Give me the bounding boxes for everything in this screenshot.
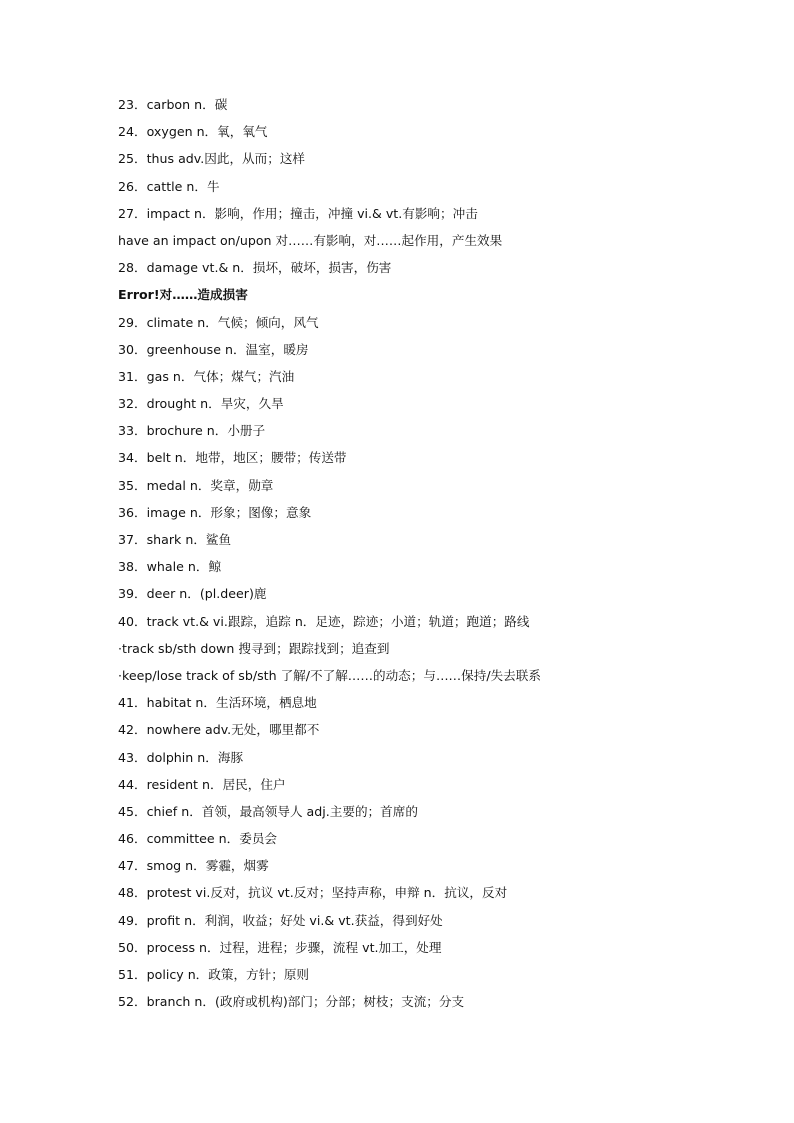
vocab-line-44: 44．resident n．居民，住户 (118, 776, 286, 792)
vocab-line-39: 39．deer n．(pl.deer)鹿 (118, 586, 267, 602)
vocab-line-23: 23．carbon n．碳 (118, 97, 228, 112)
vocab-line-36: 36．image n．形象；图像；意象 (118, 504, 312, 520)
phrase-line-keep-track: ·keep/lose track of sb/sth 了解/不了解……的动态；与……保持/失去联系 (118, 667, 541, 683)
vocabulary-list (118, 91, 738, 1015)
vocab-line-37: 37．shark n．鲨鱼 (118, 532, 232, 547)
vocab-line-45: 45．chief n．首领，最高领导人 adj.主要的；首席的 (118, 803, 418, 819)
vocab-line-26: 26．cattle n．牛 (118, 178, 220, 194)
vocab-line-28: 28．damage vt.& n．损坏，破坏，损害，伤害 (118, 260, 392, 276)
error-line: Error!对……造成损害 (118, 287, 248, 303)
vocab-line-29: 29．climate n．气候；倾向，风气 (118, 314, 319, 330)
vocab-line-27: 27．impact n．影响，作用；撞击，冲撞 vi.& vt.有影响；冲击 (118, 205, 478, 221)
vocab-line-48: 48．protest vi.反对，抗议 vt.反对；坚持声称，申辩 n．抗议，反对 (118, 885, 508, 901)
vocab-line-25: 25．thus adv.因此，从而；这样 (118, 151, 306, 167)
vocab-line-51: 51．policy n．政策，方针；原则 (118, 967, 310, 982)
vocab-line-47: 47．smog n．雾霾，烟雾 (118, 858, 269, 874)
vocab-line-24: 24．oxygen n．氧，氧气 (118, 124, 268, 140)
vocab-line-32: 32．drought n．旱灾，久旱 (118, 396, 284, 412)
phrase-line-impact: have an impact on/upon 对……有影响，对……起作用，产生效果 (118, 232, 503, 248)
vocab-line-30: 30．greenhouse n．温室，暖房 (118, 341, 309, 357)
vocab-line-50: 50．process n．过程，进程；步骤，流程 vt.加工，处理 (118, 939, 442, 955)
vocab-line-33: 33．brochure n．小册子 (118, 423, 266, 439)
vocab-line-35: 35．medal n．奖章，勋章 (118, 477, 274, 493)
vocab-line-43: 43．dolphin n．海豚 (118, 749, 244, 765)
vocab-line-31: 31．gas n．气体；煤气；汽油 (118, 368, 295, 384)
vocab-line-42: 42．nowhere adv.无处，哪里都不 (118, 722, 320, 738)
vocab-line-46: 46．committee n．委员会 (118, 831, 278, 847)
vocab-line-38: 38．whale n．鲸 (118, 559, 222, 575)
vocab-line-41: 41．habitat n．生活环境，栖息地 (118, 695, 317, 711)
vocab-line-40: 40．track vt.& vi.跟踪，追踪 n．足迹，踪迹；小道；轨道；跑道；路线 (118, 613, 530, 629)
vocab-line-49: 49．profit n．利润，收益；好处 vi.& vt.获益，得到好处 (118, 912, 443, 928)
vocab-line-34: 34．belt n．地带，地区；腰带；传送带 (118, 450, 347, 466)
vocab-line-52: 52．branch n．(政府或机构)部门；分部；树枝；支流；分支 (118, 994, 465, 1010)
phrase-line-track-down: ·track sb/sth down 搜寻到；跟踪找到；追查到 (118, 640, 390, 656)
